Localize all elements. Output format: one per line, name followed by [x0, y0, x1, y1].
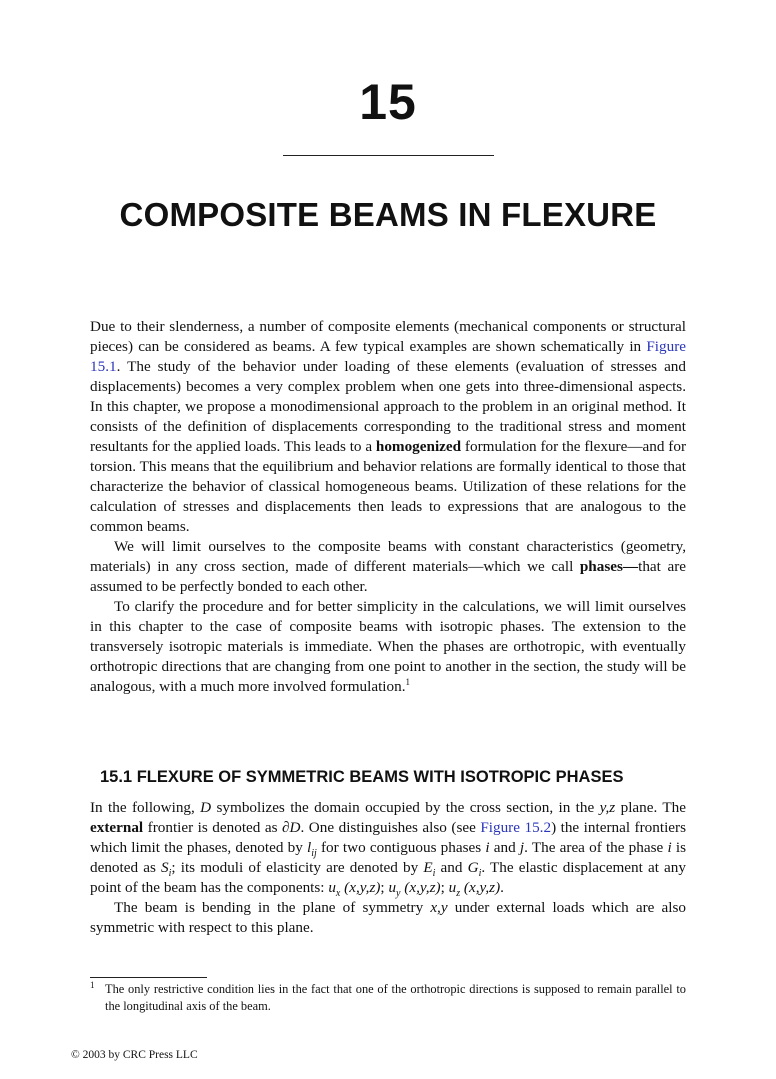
footnote-mark: 1	[90, 980, 95, 990]
chapter-title: COMPOSITE BEAMS IN FLEXURE	[119, 196, 657, 233]
phases-term: phases—	[579, 558, 639, 575]
external-term: external	[90, 819, 144, 836]
section-paragraph-1: In the following, D symbolizes the domain occupied by the cross section, in the y,z plane. The external frontier is denoted as ∂D. One distinguishes also (see Figure 15.2) the internal frontiers which limit the phases, denoted by $l_{ij}$ for two contiguous phases i and j. The area of the phase i is denoted as $S_i$; its moduli of elasticity are denoted by $E_i$ and $G_i$. The elastic displacement at any point of the beam has the components: $u_x$ (x,y,z); $u_y$ (x,y,z); $u_z$ (x,y,z).	[90, 799, 686, 900]
section-paragraph-2: The beam is bending in the plane of symmetry x,y under external loads which are also symmetric with respect to this plane.	[90, 899, 686, 936]
intro-paragraph-1: Due to their slenderness, a number of composite elements (mechanical components or structural pieces) can be considered as beams. A few typical examples are shown schematically in Figure 15.1. The study of the behavior under loading of these elements (evaluation of stresses and displacements) becomes a very complex problem when one gets into three-dimensional aspects. In this chapter, we propose a monodimensional approach to the problem in an original method. It consists of the definition of displacements corresponding to the traditional stress and moment resultants for the applied loads. This leads to a homogenized formulation for the flexure—and for torsion. This means that the equilibrium and behavior relations are formally identical to those that characterize the behavior of classical homogeneous beams. Utilization of these relations for the calculation of stresses and displacements then leads to expressions that are analogous to the common beams.	[90, 318, 687, 535]
section-heading: 15.1 FLEXURE OF SYMMETRIC BEAMS WITH ISOTROPIC PHASES	[100, 768, 624, 786]
chapter-number: 15	[359, 74, 417, 130]
footnote-text: The only restrictive condition lies in the fact that one of the orthotropic directions is supposed to remain parallel to the longitudinal axis of the beam.	[105, 982, 686, 1013]
intro-paragraph-3: To clarify the procedure and for better simplicity in the calculations, we will limit ourselves in this chapter to the case of composite beams with isotropic phases. The extension to the transversely isotropic materials is immediate. When the phases are orthotropic, with eventually orthotropic directions that are changing from one point to another in the section, the study will be analogous, with a much more involved formulation.$^1$	[90, 598, 686, 695]
intro-paragraph-2: We will limit ourselves to the composite beams with constant characteristics (geometry, materials) in any cross section, made of different materials—which we call phases—that are assumed to be perfectly bonded to each other.	[90, 538, 686, 595]
figure-15-2-link[interactable]: Figure 15.2	[480, 819, 552, 836]
intro-text	[90, 317, 686, 697]
footnote	[90, 981, 686, 1015]
figure-15-1-link[interactable]: Figure 15.1	[90, 338, 686, 375]
footnote-reference[interactable]: 1	[405, 676, 410, 687]
footnote-divider	[90, 977, 207, 978]
section-text	[90, 798, 686, 938]
homogenized-term: homogenized	[375, 438, 462, 455]
copyright-notice: © 2003 by CRC Press LLC	[71, 1049, 198, 1061]
chapter-divider	[283, 155, 494, 156]
